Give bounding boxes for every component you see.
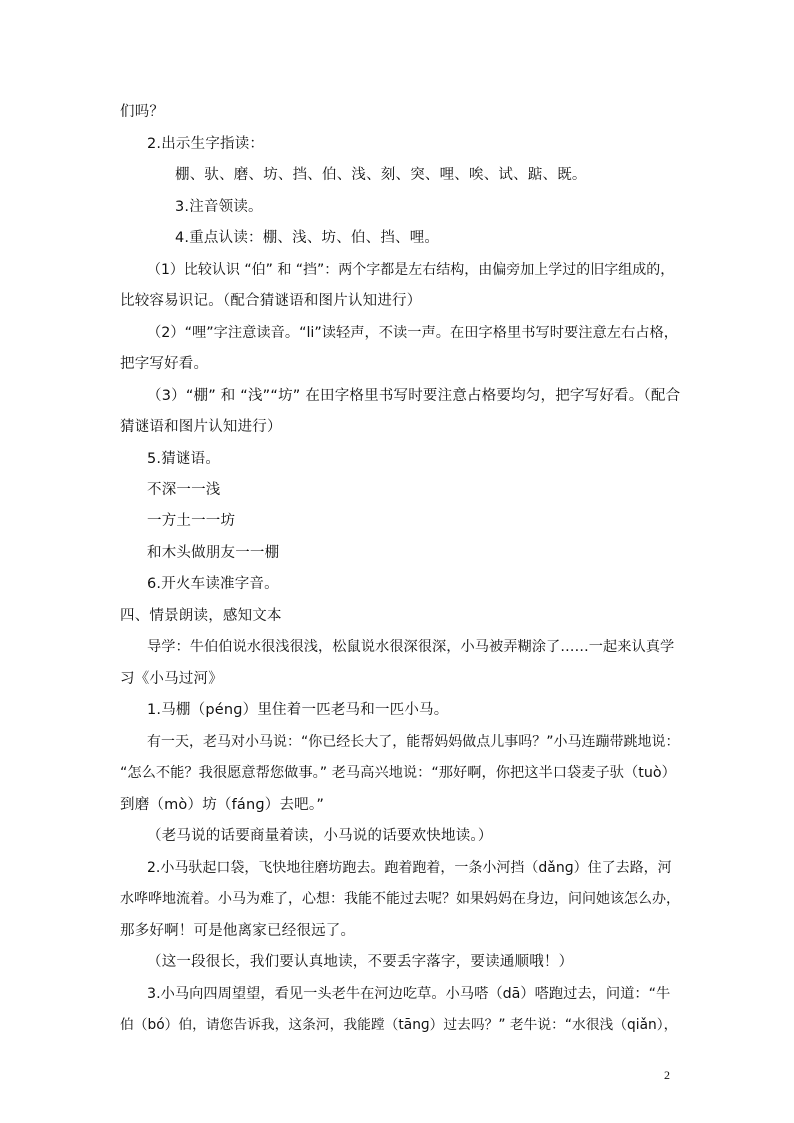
text-line: 和木头做朋友一一棚 [147,545,280,561]
text-line: 5.猜谜语。 [147,451,221,467]
text-line: 3.小马向四周望望，看见一头老牛在河边吃草。小马嗒（dā）嗒跑过去，问道：“牛 [147,986,671,1002]
text-line: 棚、驮、磨、坊、挡、伯、浅、刻、突、哩、唉、试、踮、既。 [175,167,587,183]
text-line: 2.出示生字指读： [147,136,265,152]
text-line: 4.重点认读：棚、浅、坊、伯、挡、哩。 [175,230,440,246]
text-line: 猜谜语和图片认知进行） [120,419,282,435]
text-line: （这一段很长，我们要认真地读，不要丢字落字，要读通顺哦！） [147,954,574,970]
text-line: 3.注音领读。 [175,199,263,215]
text-line: 那多好啊！可是他离家已经很远了。 [120,923,356,939]
text-line: 2.小马驮起口袋，飞快地往磨坊跑去。跑着跑着，一条小河挡（dǎnɡ）住了去路，河 [147,860,672,876]
text-line: 水哗哗地流着。小马为难了，心想：我能不能过去呢？如果妈妈在身边，问问她该怎么办， [120,891,680,907]
text-line: 1.马棚（pénɡ）里住着一匹老马和一匹小马。 [147,702,449,718]
text-line: 比较容易识记。（配合猜谜语和图片认知进行） [120,293,422,309]
text-line: 到磨（mò）坊（fánɡ）去吧。” [120,797,325,813]
text-line: （老马说的话要商量着读，小马说的话要欢快地读。） [147,828,493,844]
text-line: 不深一一浅 [147,482,221,498]
text-line: “怎么不能？我很愿意帮您做事。” 老马高兴地说：“那好啊，你把这半口袋麦子驮（tuò） [120,765,676,781]
text-line: 把字写好看。 [120,356,209,372]
page-number: 2 [664,1068,670,1082]
text-line: 有一天，老马对小马说：“你已经长大了，能帮妈妈做点儿事吗？”小马连蹦带跳地说： [147,734,680,750]
text-line: 伯（bó）伯，请您告诉我，这条河，我能蹚（tānɡ）过去吗？” 老牛说：“水很浅（qiǎn）， [120,1017,678,1033]
text-line: 导学：牛伯伯说水很浅很浅，松鼠说水很深很深，小马被弄糊涂了……一起来认真学 [147,639,675,655]
text-line: （2）“哩”字注意读音。“li”读轻声，不读一声。在田字格里书写时要注意左右占格， [147,325,679,341]
text-line: 6.开火车读准字音。 [147,576,279,592]
text-line: 习《小马过河》 [120,671,223,687]
text-line: （3）“棚” 和 “浅”“坊” 在田字格里书写时要注意占格要均匀，把字写好看。（配合 [147,388,681,404]
text-line: 们吗？ [120,104,165,120]
text-line: 一方土一一坊 [147,513,236,529]
text-line: （1）比较认识 “伯” 和 “挡”：两个字都是左右结构，由偏旁加上学过的旧字组成的， [147,262,675,278]
section-heading: 四、情景朗读，感知文本 [120,608,282,624]
